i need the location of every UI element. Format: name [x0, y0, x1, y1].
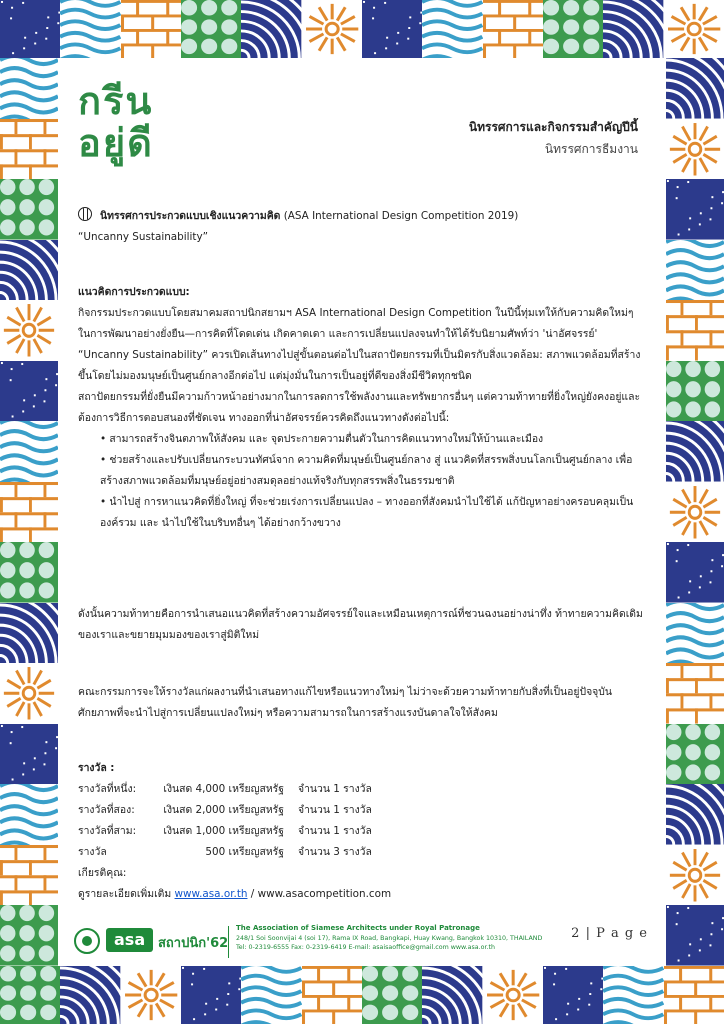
- footer-divider: [228, 926, 229, 958]
- footer-contact: Tel: 0-2319-6555 Fax: 0-2319-6419 E-mail: asaisaoffice@gmail.com www.asa.or.th: [236, 944, 495, 951]
- concept-section: [78, 282, 646, 534]
- border-pattern-tile: [666, 300, 724, 361]
- prize-count: จำนวน 1 รางวัล: [298, 783, 372, 795]
- prize-amount: เงินสด 4,000 เหรียญสหรัฐ: [163, 783, 284, 795]
- border-pattern-tile: [241, 0, 301, 58]
- concept-heading: แนวคิดการประกวดแบบ:: [78, 286, 190, 298]
- border-pattern-tile: [666, 421, 724, 482]
- border-pattern-tile: [666, 542, 724, 603]
- border-pattern-tile: [666, 845, 724, 906]
- prize-amount: เงินสด 1,000 เหรียญสหรัฐ: [163, 825, 284, 837]
- challenge-paragraph: ดังนั้นความท้าทายคือการนำเสนอแนวคิดที่สร้างความอัศจรรย์ใจและเหมือนเหตุการณ์ที่ชวนฉงนอย่างน่าทึ่ง ท้าทายความคิดเดิมของเราและขยายมุมมองของเราสู่มิติใหม่: [78, 608, 643, 641]
- green-logo: [78, 80, 154, 164]
- border-pattern-tile: [666, 724, 724, 785]
- header-title: นิทรรศการและกิจกรรมสำคัญปีนี้: [468, 120, 638, 134]
- section-title-suffix: (ASA International Design Competition 2019): [280, 210, 519, 222]
- border-pattern-tile: [0, 905, 58, 966]
- royal-seal-icon: [74, 928, 100, 954]
- concept-paragraph-3: สถาปัตยกรรมที่ยั่งยืนมีความก้าวหน้าอย่างมากในการลดการใช้พลังงานและทรัพยากรอื่นๆ แต่ความท้าทายที่ยิ่งใหญ่ยังคงอยู่และต้องการวิธีการตอบสนองที่ชัดเจน ทางออกที่น่าอัศจรรย์ควรคิดถึงแนวทางดังต่อไปนี้:: [78, 391, 641, 424]
- prize-row: [78, 842, 646, 884]
- concept-bullet-1: • สามารถสร้างจินตภาพให้สังคม และ จุดประกายความตื่นตัวในการคิดแนวทางใหม่ให้บ้านและเมือง: [100, 433, 544, 445]
- border-pattern-tile: [0, 361, 58, 422]
- border-pattern-tile: [543, 0, 603, 58]
- border-pattern-tile: [121, 0, 181, 58]
- border-pattern-tile: [422, 966, 482, 1024]
- border-pattern-tile: [0, 58, 58, 119]
- border-pattern-tile: [666, 361, 724, 422]
- decorative-border-top: [0, 0, 724, 58]
- border-pattern-tile: [121, 966, 181, 1024]
- more-info-prefix: ดูรายละเอียดเพิ่มเติม: [78, 888, 172, 900]
- border-pattern-tile: [666, 240, 724, 301]
- border-pattern-tile: [302, 966, 362, 1024]
- prize-label: รางวัลเกียรติคุณ:: [78, 846, 127, 879]
- prizes-heading: รางวัล :: [78, 762, 115, 774]
- border-pattern-tile: [483, 966, 543, 1024]
- prize-label: รางวัลที่หนึ่ง:: [78, 783, 137, 795]
- link-separator: /: [247, 888, 258, 900]
- border-pattern-tile: [0, 240, 58, 301]
- asa-logo: asa: [106, 928, 153, 952]
- border-pattern-tile: [666, 58, 724, 119]
- border-pattern-tile: [0, 724, 58, 785]
- border-pattern-tile: [0, 542, 58, 603]
- border-pattern-tile: [0, 663, 58, 724]
- logo-line-1: กรีน: [78, 79, 154, 123]
- prize-label: รางวัลที่สอง:: [78, 804, 135, 816]
- footer-org: The Association of Siamese Architects under Royal Patronage: [236, 924, 480, 932]
- more-info: [78, 884, 646, 905]
- section-title-main: นิทรรศการประกวดแบบเชิงแนวความคิด: [100, 210, 281, 222]
- border-pattern-tile: [302, 0, 362, 58]
- border-pattern-tile: [483, 0, 543, 58]
- globe-icon: [78, 207, 92, 221]
- border-pattern-tile: [666, 119, 724, 180]
- border-pattern-tile: [60, 966, 120, 1024]
- logo-line-2: อยู่ดี: [78, 121, 154, 165]
- border-pattern-tile: [0, 300, 58, 361]
- decorative-border-left: [0, 58, 58, 966]
- prize-count: จำนวน 1 รางวัล: [298, 825, 372, 837]
- header-subtitle: นิทรรศการธีมงาน: [544, 142, 638, 156]
- decorative-border-bottom: [0, 966, 724, 1024]
- asa-website-link[interactable]: www.asa.or.th: [174, 888, 248, 900]
- sathapanik-logo: สถาปนิก'62: [158, 936, 229, 951]
- footer-address: 248/1 Soi Soonvijai 4 (soi 17), Rama IX Road, Bangkapi, Huay Kwang, Bangkok 10310, THAILAND: [236, 934, 543, 942]
- border-pattern-tile: [0, 421, 58, 482]
- border-pattern-tile: [0, 482, 58, 543]
- border-pattern-tile: [362, 966, 422, 1024]
- border-pattern-tile: [666, 482, 724, 543]
- concept-bullet-3: • นำไปสู่ การหาแนวคิดที่ยิ่งใหญ่ ที่จะช่วยเร่งการเปลี่ยนแปลง – ทางออกที่สังคมนำไปใช้ได้ แก้ปัญหาอย่างครอบคลุมเป็นองค์รวม และ นำไปใช้ในบริบทอื่นๆ ได้อย่างกว้างขวาง: [100, 496, 634, 529]
- prize-label: รางวัลที่สาม:: [78, 825, 137, 837]
- border-pattern-tile: [0, 0, 60, 58]
- border-pattern-tile: [362, 0, 422, 58]
- prizes-section: [78, 758, 646, 905]
- prize-row: [78, 800, 646, 821]
- competition-website-link[interactable]: www.asacompetition.com: [257, 888, 392, 900]
- prize-amount: 500 เหรียญสหรัฐ: [205, 846, 284, 858]
- border-pattern-tile: [0, 119, 58, 180]
- concept-paragraph-1: กิจกรรมประกวดแบบโดยสมาคมสถาปนิกสยามฯ ASA International Design Competition ในปีนี้ทุ่มเทให้กับความคิดใหม่ๆ ในการพัฒนาอย่างยั่งยืน—การคิดที่โดดเด่น เกิดคาดเดา และการเปลี่ยนแปลงจนทำให้ได้รับนิยามศัพท์ว่า 'น่าอัศจรรย์': [78, 307, 634, 340]
- section-theme: “Uncanny Sustainability”: [78, 231, 209, 243]
- border-pattern-tile: [666, 603, 724, 664]
- border-pattern-tile: [666, 784, 724, 845]
- border-pattern-tile: [0, 179, 58, 240]
- border-pattern-tile: [666, 179, 724, 240]
- concept-bullet-2: • ช่วยสร้างและปรับเปลี่ยนกระบวนทัศน์จาก ความคิดที่มนุษย์เป็นศูนย์กลาง สู่ แนวคิดที่สรรพสิ่งบนโลกเป็นศูนย์กลาง เพื่อสร้างสภาพแวดล้อมที่มนุษย์อยู่อย่างสมดุลอย่างแท้จริงกับทุกสรรพสิ่งในธรรมชาติ: [100, 454, 633, 487]
- border-pattern-tile: [0, 784, 58, 845]
- border-pattern-tile: [666, 663, 724, 724]
- border-pattern-tile: [0, 845, 58, 906]
- footer-address-block: [236, 924, 542, 953]
- border-pattern-tile: [0, 966, 60, 1024]
- decorative-border-right: [666, 58, 724, 966]
- border-pattern-tile: [422, 0, 482, 58]
- border-pattern-tile: [603, 966, 663, 1024]
- border-pattern-tile: [181, 0, 241, 58]
- section-title: [78, 206, 646, 248]
- prize-row: [78, 779, 646, 800]
- prize-amount: เงินสด 2,000 เหรียญสหรัฐ: [163, 804, 284, 816]
- border-pattern-tile: [603, 0, 663, 58]
- border-pattern-tile: [666, 905, 724, 966]
- border-pattern-tile: [181, 966, 241, 1024]
- footer: [68, 924, 658, 962]
- border-pattern-tile: [60, 0, 120, 58]
- prize-row: [78, 821, 646, 842]
- committee-paragraph: คณะกรรมการจะให้รางวัลแก่ผลงานที่นำเสนอทางแก้ไขหรือแนวทางใหม่ๆ ไม่ว่าจะด้วยความท้าทายกับสิ่งที่เป็นอยู่ปัจจุบัน ศักยภาพที่จะนำไปสู่การเปลี่ยนแปลงใหม่ๆ หรือความสามารถในการสร้างแรงบันดาลใจให้สังคม: [78, 686, 612, 719]
- border-pattern-tile: [543, 966, 603, 1024]
- border-pattern-tile: [241, 966, 301, 1024]
- prize-count: จำนวน 3 รางวัล: [298, 846, 372, 858]
- border-pattern-tile: [0, 603, 58, 664]
- document-page: [58, 58, 666, 966]
- concept-paragraph-2: “Uncanny Sustainability” ควรเปิดเส้นทางไปสู่ขั้นตอนต่อไปในสถาปัตยกรรมที่เป็นมิตรกับสิ่งแวดล้อม: สภาพแวดล้อมที่สร้างขึ้นโดยไม่มองมนุษย์เป็นศูนย์กลางอีกต่อไป แต่มุ่งมั่นในการเป็นอยู่ที่ดีของสิ่งมีชีวิตทุกชนิด: [78, 349, 641, 382]
- prize-count: จำนวน 1 รางวัล: [298, 804, 372, 816]
- page-number: 2 | P a g e: [571, 926, 648, 941]
- border-pattern-tile: [664, 0, 724, 58]
- border-pattern-tile: [664, 966, 724, 1024]
